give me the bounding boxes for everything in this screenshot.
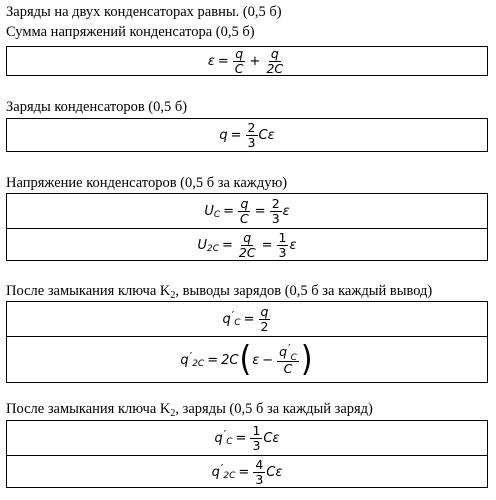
subscript-2c: 2C	[223, 471, 236, 481]
equals-sign: =	[230, 127, 242, 143]
equals-sign: =	[222, 237, 233, 253]
epsilon-symbol: ε	[289, 237, 297, 253]
denominator: C	[234, 60, 244, 76]
numerator: q	[260, 303, 269, 319]
charges-heading: Заряды конденсаторов (0,5 б)	[6, 99, 188, 115]
epsilon-symbol: ε	[282, 203, 290, 219]
plus-sign: +	[249, 53, 261, 69]
voltage-u2c-row	[7, 228, 487, 261]
q-symbol: q	[214, 430, 223, 446]
denominator: 3	[247, 134, 256, 150]
sum-formula-box	[6, 46, 488, 76]
subscript-c: C	[226, 437, 233, 447]
qc-prime-charge-row	[7, 421, 487, 455]
numerator: 4	[255, 456, 264, 472]
right-paren: )	[300, 339, 313, 380]
denominator: 2C	[238, 244, 256, 260]
denominator: 2	[260, 318, 269, 334]
subscript-c: C	[234, 318, 241, 328]
equals-sign: =	[223, 203, 235, 219]
u-symbol: U	[197, 237, 207, 253]
subscript-2c: 2C	[207, 244, 220, 254]
fraction-q-over-2	[259, 305, 271, 334]
uc-formula	[204, 197, 289, 226]
c-epsilon-term: Cε	[266, 464, 283, 480]
fraction-1-over-3	[277, 231, 289, 260]
epsilon-symbol: ε	[207, 53, 215, 69]
charges-formula	[219, 121, 274, 150]
fraction-qc-prime-over-c	[277, 341, 299, 376]
sum-formula	[208, 47, 286, 76]
key-subscript: 2	[170, 408, 176, 419]
fraction-q-over-2c	[237, 231, 258, 260]
fraction-4-over-3	[253, 458, 265, 487]
denominator: 3	[278, 244, 287, 260]
charges-formula-row	[7, 119, 487, 151]
key-subscript: 2	[170, 290, 176, 301]
denominator: 3	[255, 471, 264, 487]
fraction-2-over-3	[270, 197, 282, 226]
numerator: 2	[247, 119, 256, 135]
q-symbol: q	[279, 343, 288, 359]
numerator	[277, 341, 299, 363]
numerator: q	[240, 195, 249, 211]
qc-prime-charge-formula	[214, 424, 279, 453]
equals-sign: =	[235, 430, 247, 446]
denominator: 2C	[266, 60, 284, 76]
fraction-q-over-c	[233, 47, 246, 76]
epsilon-symbol: ε	[252, 352, 260, 368]
fraction-1-over-3	[250, 424, 262, 453]
heading-part: , выводы зарядов (0,5 б за каждый вывод)	[175, 283, 433, 299]
q-symbol: q	[211, 464, 220, 480]
subscript-c: C	[213, 210, 221, 220]
equals-sign: =	[254, 203, 266, 219]
equals-sign: =	[217, 53, 229, 69]
c-epsilon-term: Cε	[258, 127, 275, 143]
k2-charges-heading	[6, 401, 373, 419]
q2c-prime-charge-row	[7, 455, 487, 488]
numerator: 1	[278, 229, 287, 245]
fraction-2-over-3	[246, 121, 258, 150]
prime-mark: ′	[223, 427, 227, 441]
denominator: C	[283, 360, 293, 376]
k2-terminals-box	[6, 301, 488, 383]
qc-prime-formula	[223, 305, 272, 334]
numerator: 1	[252, 422, 261, 438]
qc-prime-row	[7, 302, 487, 336]
sum-heading: Сумма напряжений конденсатора (0,5 б)	[6, 24, 255, 40]
q2c-prime-formula	[180, 339, 313, 380]
heading-part: После замыкания ключа K	[6, 283, 171, 299]
minus-sign: −	[262, 352, 274, 368]
numerator: q	[243, 229, 252, 245]
equals-sign: =	[243, 311, 255, 327]
q-symbol: q	[219, 127, 228, 143]
prime-mark: ′	[231, 308, 235, 322]
subscript-c: C	[290, 352, 297, 363]
denominator: 3	[252, 437, 261, 453]
u-symbol: U	[204, 203, 214, 219]
two-c-factor: 2C	[221, 352, 239, 368]
equals-sign: =	[207, 352, 219, 368]
equals-sign: =	[238, 464, 250, 480]
q2c-prime-charge-formula	[212, 458, 283, 487]
denominator: 3	[271, 210, 280, 226]
q-symbol: q	[180, 352, 189, 368]
k2-charges-box	[6, 420, 488, 488]
prime-mark: ′	[189, 349, 193, 363]
sum-formula-row	[7, 47, 487, 75]
c-epsilon-term: Cε	[263, 430, 280, 446]
k2-terminals-heading	[6, 283, 432, 301]
voltage-heading: Напряжение конденсаторов (0,5 б за каждую)	[6, 175, 288, 191]
q2c-prime-row	[7, 336, 487, 383]
u2c-formula	[197, 231, 296, 260]
numerator: q	[270, 45, 279, 61]
q-symbol: q	[222, 311, 231, 327]
numerator: q	[235, 45, 244, 61]
prime-mark: ′	[220, 461, 224, 475]
equals-sign: =	[261, 237, 273, 253]
voltage-formula-box	[6, 193, 488, 261]
intro-text: Заряды на двух конденсаторах равны. (0,5 б)	[6, 4, 282, 20]
prime-mark: ′	[288, 341, 291, 355]
heading-part: , заряды (0,5 б за каждый заряд)	[175, 401, 373, 417]
denominator: C	[240, 210, 249, 226]
voltage-uc-row	[7, 194, 487, 228]
charges-formula-box	[6, 118, 488, 152]
heading-part: После замыкания ключа K	[6, 401, 171, 417]
fraction-q-over-2c	[264, 47, 285, 76]
fraction-q-over-c	[238, 197, 251, 226]
subscript-2c: 2C	[192, 359, 205, 369]
left-paren: (	[239, 339, 252, 380]
numerator: 2	[271, 195, 280, 211]
